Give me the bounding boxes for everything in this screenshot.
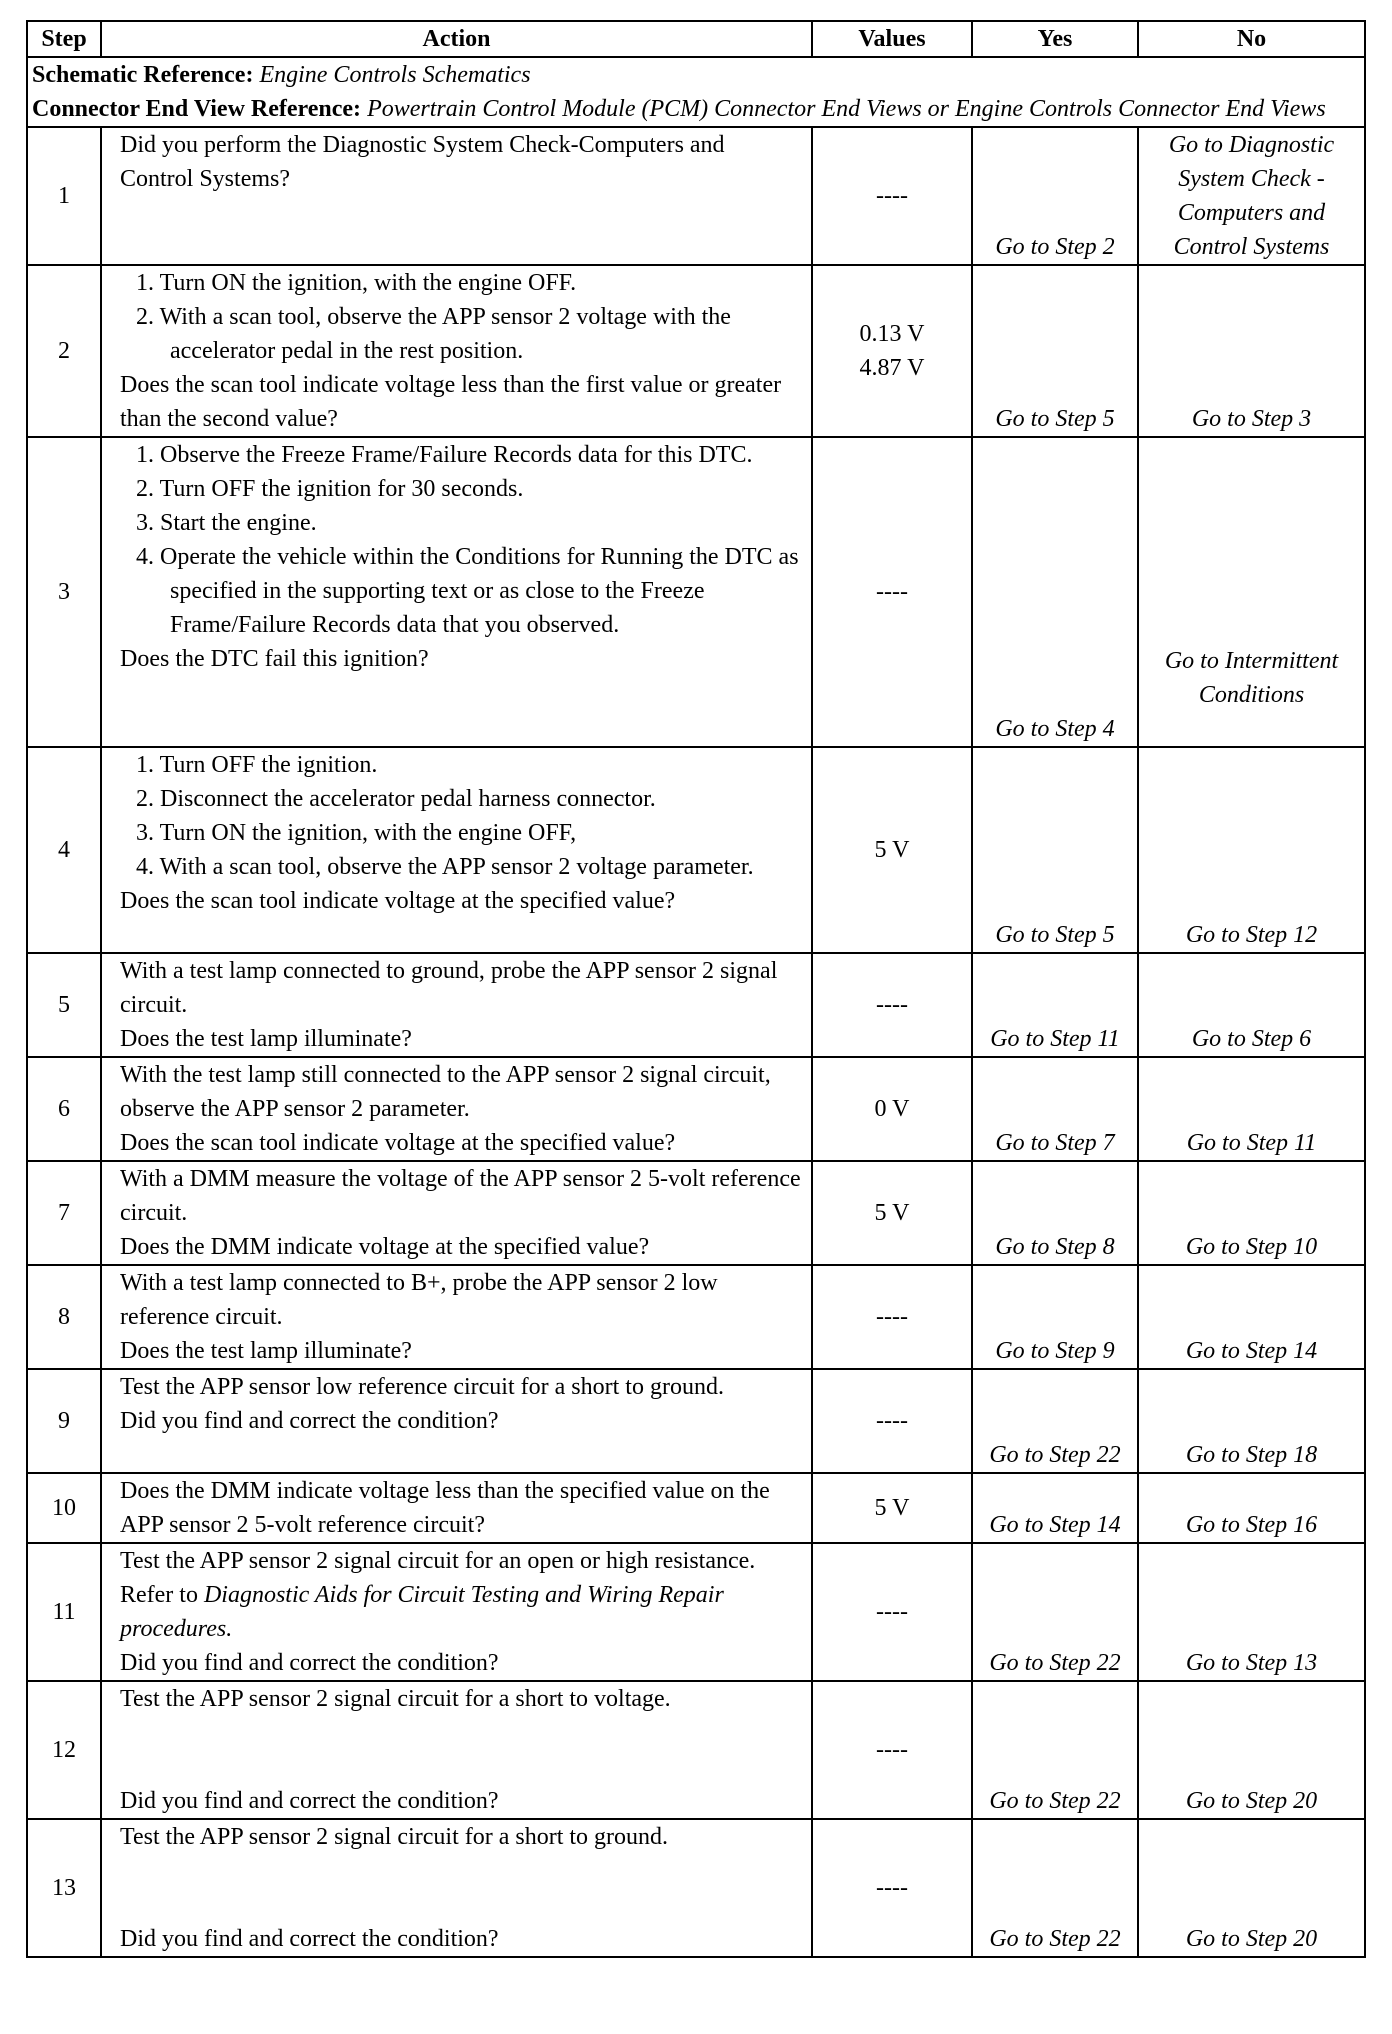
header-action: Action — [101, 21, 812, 57]
no-link-text[interactable]: Go to Step 11 — [1186, 1130, 1317, 1156]
action-text-body: Test the APP sensor 2 signal circuit for a short to ground. — [120, 1824, 669, 1850]
action-cell — [101, 747, 812, 953]
action-text-body: Test the APP sensor low reference circuit for a short to ground. — [120, 1374, 724, 1400]
no-link-text[interactable]: Go to Step 20 — [1185, 1926, 1318, 1952]
no-link[interactable] — [1138, 1057, 1365, 1161]
no-link-text[interactable]: Go to Step 3 — [1191, 406, 1312, 432]
action-text-body: With a DMM measure the voltage of the APP sensor 2 5-volt reference circuit. — [120, 1166, 801, 1226]
header-yes: Yes — [972, 21, 1138, 57]
spacer — [120, 1716, 803, 1784]
action-cell — [101, 1543, 812, 1681]
action-cell — [101, 1057, 812, 1161]
action-cell — [101, 1473, 812, 1543]
action-step-item: 2. Turn OFF the ignition for 30 seconds. — [136, 476, 524, 502]
spacer — [120, 1854, 803, 1922]
action-text — [120, 1370, 803, 1404]
action-text-body: Test the APP sensor 2 signal circuit for an open or high resistance. Refer to — [120, 1548, 756, 1608]
action-text-body: With the test lamp still connected to the APP sensor 2 signal circuit, observe the APP sensor 2 parameter. — [120, 1062, 771, 1122]
schematic-reference-link[interactable]: Engine Controls Schematics — [259, 62, 531, 88]
value-text: ---- — [876, 579, 908, 605]
reference-row — [27, 57, 1365, 127]
yes-link[interactable]: Go to Step 4 — [972, 437, 1138, 747]
values-cell — [812, 1473, 972, 1543]
no-link[interactable] — [1138, 747, 1365, 953]
yes-link[interactable]: Go to Step 11 — [972, 953, 1138, 1057]
action-question: Does the scan tool indicate voltage at the specified value? — [120, 1130, 676, 1156]
action-step-item: 2. With a scan tool, observe the APP sensor 2 voltage with the accelerator pedal in the rest position. — [136, 304, 731, 364]
header-step: Step — [27, 21, 101, 57]
no-link[interactable] — [1138, 1369, 1365, 1473]
value-text: 5 V — [874, 1200, 910, 1226]
action-text — [120, 1544, 803, 1646]
action-cell — [101, 265, 812, 437]
no-link[interactable] — [1138, 127, 1365, 265]
no-link[interactable] — [1138, 437, 1365, 747]
action-cell — [101, 437, 812, 747]
value-text: 5 V — [874, 837, 910, 863]
header-row — [27, 21, 1365, 57]
value-text: 0.13 V — [859, 321, 925, 347]
no-link[interactable] — [1138, 953, 1365, 1057]
value-text: ---- — [876, 183, 908, 209]
action-steps — [120, 266, 803, 368]
no-link-text[interactable]: Go to Step 6 — [1191, 1026, 1312, 1052]
yes-link[interactable]: Go to Step 9 — [972, 1265, 1138, 1369]
value-text: ---- — [876, 992, 908, 1018]
step-number: 6 — [27, 1057, 101, 1161]
action-text — [120, 1820, 803, 1854]
header-no: No — [1138, 21, 1365, 57]
table-row — [27, 1161, 1365, 1265]
action-text — [120, 1682, 803, 1716]
yes-link[interactable]: Go to Step 22 — [972, 1543, 1138, 1681]
no-link-text[interactable]: Go to Step 16 — [1185, 1512, 1318, 1538]
action-cell — [101, 1265, 812, 1369]
action-question: Does the test lamp illuminate? — [120, 1338, 412, 1364]
step-number: 8 — [27, 1265, 101, 1369]
no-link[interactable] — [1138, 265, 1365, 437]
step-number: 11 — [27, 1543, 101, 1681]
no-link[interactable] — [1138, 1265, 1365, 1369]
action-step-item: 2. Disconnect the accelerator pedal harness connector. — [136, 786, 656, 812]
action-question: Does the DTC fail this ignition? — [120, 646, 429, 672]
action-text — [120, 1162, 803, 1230]
no-link-text[interactable]: Go to Diagnostic System Check - Computers and Control Systems — [1168, 132, 1335, 260]
action-text — [120, 1474, 803, 1542]
value-text-secondary: 4.87 V — [859, 355, 925, 381]
values-cell — [812, 127, 972, 265]
values-cell — [812, 747, 972, 953]
values-cell — [812, 1543, 972, 1681]
action-step-item: 4. With a scan tool, observe the APP sensor 2 voltage parameter. — [136, 854, 754, 880]
values-cell — [812, 1057, 972, 1161]
action-question: Does the DMM indicate voltage at the specified value? — [120, 1234, 650, 1260]
no-link-text[interactable]: Go to Step 14 — [1185, 1338, 1318, 1364]
value-text: ---- — [876, 1304, 908, 1330]
values-cell — [812, 1369, 972, 1473]
table-row — [27, 953, 1365, 1057]
action-question: Does the scan tool indicate voltage at the specified value? — [120, 888, 676, 914]
reference-cell — [27, 57, 1365, 127]
action-cell — [101, 1161, 812, 1265]
action-text-body: Test the APP sensor 2 signal circuit for a short to voltage. — [120, 1686, 671, 1712]
action-question: Did you find and correct the condition? — [120, 1650, 499, 1676]
connector-reference-link[interactable]: Powertrain Control Module (PCM) Connector End Views or Engine Controls Connector End Views — [367, 96, 1326, 122]
no-link[interactable] — [1138, 1473, 1365, 1543]
step-number: 5 — [27, 953, 101, 1057]
value-text: ---- — [876, 1737, 908, 1763]
table-row — [27, 1681, 1365, 1819]
no-link-text[interactable]: Go to Step 20 — [1185, 1788, 1318, 1814]
values-cell — [812, 265, 972, 437]
yes-link[interactable]: Go to Step 5 — [972, 747, 1138, 953]
no-link-text[interactable]: Go to Step 13 — [1185, 1650, 1318, 1676]
table-row — [27, 1543, 1365, 1681]
table-row — [27, 1473, 1365, 1543]
action-question: Does the scan tool indicate voltage less than the first value or greater than the second value? — [120, 372, 782, 432]
action-cell — [101, 1681, 812, 1819]
table-row — [27, 1265, 1365, 1369]
action-question: Did you find and correct the condition? — [120, 1788, 499, 1814]
action-text-body: Does the DMM indicate voltage less than the specified value on the APP sensor 2 5-volt reference circuit? — [120, 1478, 770, 1538]
action-cell — [101, 953, 812, 1057]
action-text — [120, 954, 803, 1022]
header-values: Values — [812, 21, 972, 57]
values-cell — [812, 1161, 972, 1265]
action-text — [120, 1266, 803, 1334]
no-link-text[interactable]: Go to Step 18 — [1185, 1442, 1318, 1468]
action-cell — [101, 1369, 812, 1473]
action-step-item: 1. Turn OFF the ignition. — [136, 752, 378, 778]
step-number: 7 — [27, 1161, 101, 1265]
values-cell — [812, 437, 972, 747]
table-row — [27, 1057, 1365, 1161]
yes-link[interactable]: Go to Step 22 — [972, 1819, 1138, 1957]
value-text: ---- — [876, 1599, 908, 1625]
yes-link[interactable]: Go to Step 5 — [972, 265, 1138, 437]
action-step-item: 1. Turn ON the ignition, with the engine OFF. — [136, 270, 577, 296]
values-cell — [812, 953, 972, 1057]
yes-link[interactable]: Go to Step 22 — [972, 1369, 1138, 1473]
values-cell — [812, 1819, 972, 1957]
yes-link[interactable]: Go to Step 7 — [972, 1057, 1138, 1161]
action-step-item: 3. Turn ON the ignition, with the engine OFF, — [136, 820, 577, 846]
action-question: Does the test lamp illuminate? — [120, 1026, 412, 1052]
values-cell — [812, 1265, 972, 1369]
table-row — [27, 1819, 1365, 1957]
action-text-body: With a test lamp connected to B+, probe the APP sensor 2 low reference circuit. — [120, 1270, 718, 1330]
step-number: 2 — [27, 265, 101, 437]
action-text — [120, 128, 803, 196]
value-text: 5 V — [874, 1495, 910, 1521]
yes-link[interactable]: Go to Step 2 — [972, 127, 1138, 265]
yes-link[interactable]: Go to Step 14 — [972, 1473, 1138, 1543]
value-text: 0 V — [874, 1096, 910, 1122]
no-link-text[interactable]: Go to Step 10 — [1185, 1234, 1318, 1260]
action-question: Did you find and correct the condition? — [120, 1408, 499, 1434]
no-link[interactable] — [1138, 1543, 1365, 1681]
table-row — [27, 265, 1365, 437]
action-steps — [120, 748, 803, 884]
no-link[interactable] — [1138, 1161, 1365, 1265]
table-row — [27, 1369, 1365, 1473]
action-step-item: 3. Start the engine. — [136, 510, 317, 536]
yes-link[interactable]: Go to Step 22 — [972, 1681, 1138, 1819]
step-number: 4 — [27, 747, 101, 953]
step-number: 3 — [27, 437, 101, 747]
schematic-reference-label: Schematic Reference: — [32, 62, 254, 88]
action-text — [120, 1058, 803, 1126]
value-text: ---- — [876, 1875, 908, 1901]
action-step-item: 1. Observe the Freeze Frame/Failure Records data for this DTC. — [136, 442, 753, 468]
step-number: 9 — [27, 1369, 101, 1473]
action-step-item: 4. Operate the vehicle within the Conditions for Running the DTC as specified in the supporting text or as close to the Freeze Frame/Failure Records data that you observed. — [136, 544, 799, 638]
reference-link[interactable]: Diagnostic Aids for Circuit Testing and Wiring Repair procedures. — [120, 1582, 724, 1642]
action-question: Did you find and correct the condition? — [120, 1926, 499, 1952]
yes-link[interactable]: Go to Step 8 — [972, 1161, 1138, 1265]
no-link[interactable] — [1138, 1819, 1365, 1957]
step-number: 12 — [27, 1681, 101, 1819]
action-text-body: With a test lamp connected to ground, probe the APP sensor 2 signal circuit. — [120, 958, 778, 1018]
action-text-body: Did you perform the Diagnostic System Check-Computers and Control Systems? — [120, 132, 725, 192]
diagnostic-table — [26, 20, 1366, 1958]
connector-reference-label: Connector End View Reference: — [32, 96, 362, 122]
action-cell — [101, 127, 812, 265]
action-steps — [120, 438, 803, 642]
table-row — [27, 747, 1365, 953]
step-number: 13 — [27, 1819, 101, 1957]
table-row — [27, 127, 1365, 265]
no-link-text[interactable]: Go to Step 12 — [1185, 922, 1318, 948]
value-text: ---- — [876, 1408, 908, 1434]
table-row — [27, 437, 1365, 747]
action-cell — [101, 1819, 812, 1957]
no-link-text[interactable]: Go to Intermittent Conditions — [1164, 648, 1339, 708]
no-link[interactable] — [1138, 1681, 1365, 1819]
values-cell — [812, 1681, 972, 1819]
step-number: 1 — [27, 127, 101, 265]
step-number: 10 — [27, 1473, 101, 1543]
